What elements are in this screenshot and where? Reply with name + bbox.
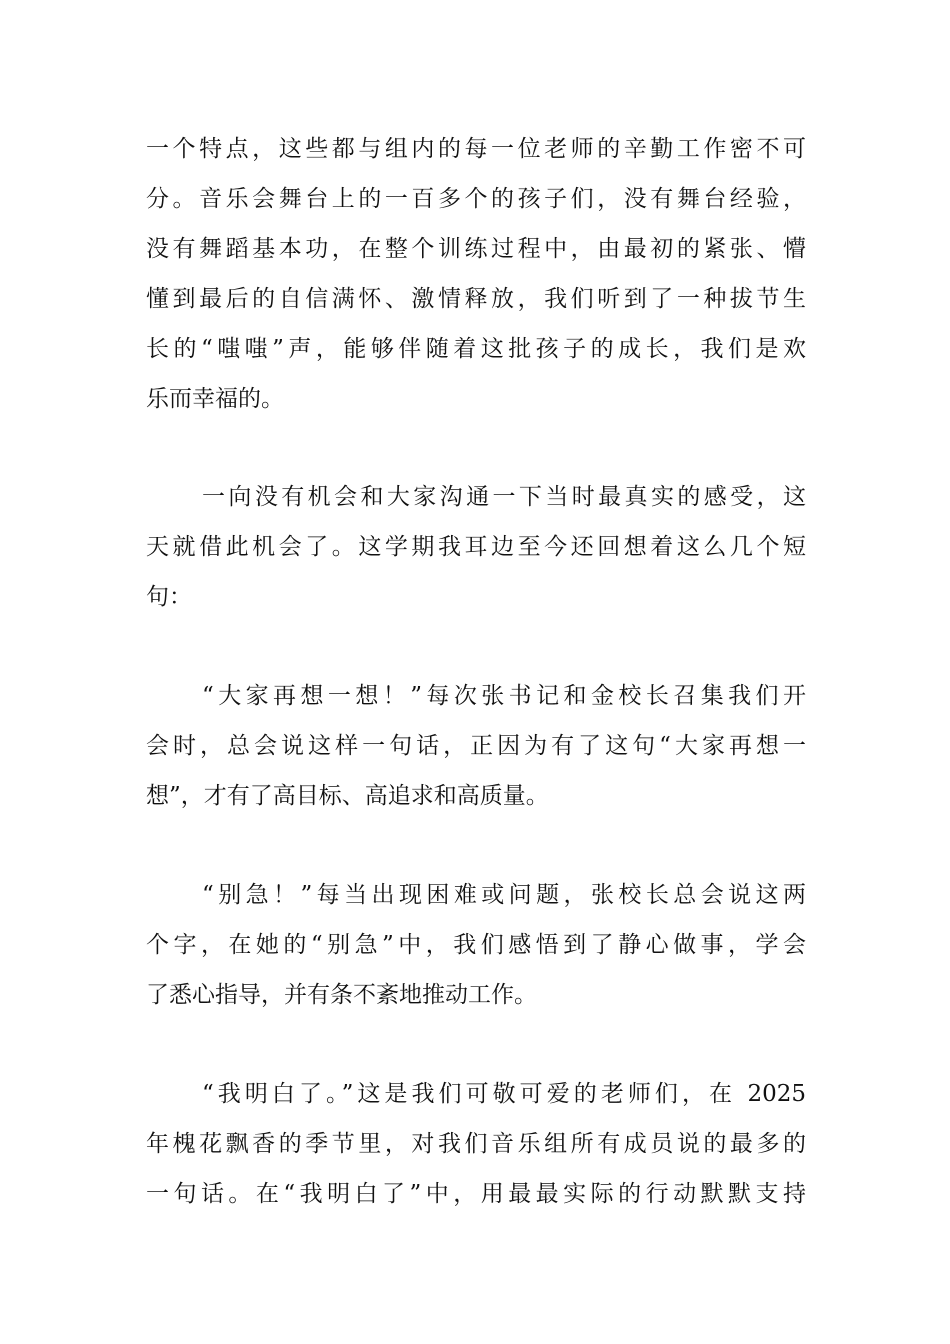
paragraph-2-line-3: 句： (146, 584, 192, 610)
paragraph-2-line-1: 一向没有机会和大家沟通一下当时最真实的感受，这 (202, 484, 806, 510)
paragraph-4-line-2: 个字，在她的“别急”中，我们感悟到了静心做事，学会 (146, 932, 806, 958)
paragraph-1-line-5: 长的“嗤嗤”声，能够伴随着这批孩子的成长，我们是欢 (146, 336, 806, 362)
paragraph-1-line-1: 一个特点，这些都与组内的每一位老师的辛勤工作密不可 (146, 136, 806, 162)
paragraph-1-line-4: 懂到最后的自信满怀、激情释放，我们听到了一种拔节生 (146, 286, 806, 312)
paragraph-1-line-6: 乐而幸福的。 (146, 386, 284, 412)
paragraph-3-line-1: “大家再想一想！”每次张书记和金校长召集我们开 (202, 683, 806, 709)
paragraph-4-line-1: “别急！”每当出现困难或问题，张校长总会说这两 (202, 882, 806, 908)
paragraph-5-line-1: “我明白了。”这是我们可敬可爱的老师们，在 2025 (202, 1081, 806, 1107)
paragraph-5-line-3: 一句话。在“我明白了”中，用最最实际的行动默默支持 (146, 1181, 806, 1207)
paragraph-2-line-2: 天就借此机会了。这学期我耳边至今还回想着这么几个短 (146, 534, 806, 560)
paragraph-5-line-2: 年槐花飘香的季节里，对我们音乐组所有成员说的最多的 (146, 1131, 806, 1157)
paragraph-3-line-3: 想”，才有了高目标、高追求和高质量。 (146, 783, 549, 809)
paragraph-3-line-2: 会时，总会说这样一句话，正因为有了这句“大家再想一 (146, 733, 806, 759)
paragraph-1-line-2: 分。音乐会舞台上的一百多个的孩子们，没有舞台经验， (146, 186, 806, 212)
paragraph-4-line-3: 了悉心指导，并有条不紊地推动工作。 (146, 982, 537, 1008)
paragraph-1-line-3: 没有舞蹈基本功，在整个训练过程中，由最初的紧张、懵 (146, 236, 806, 262)
